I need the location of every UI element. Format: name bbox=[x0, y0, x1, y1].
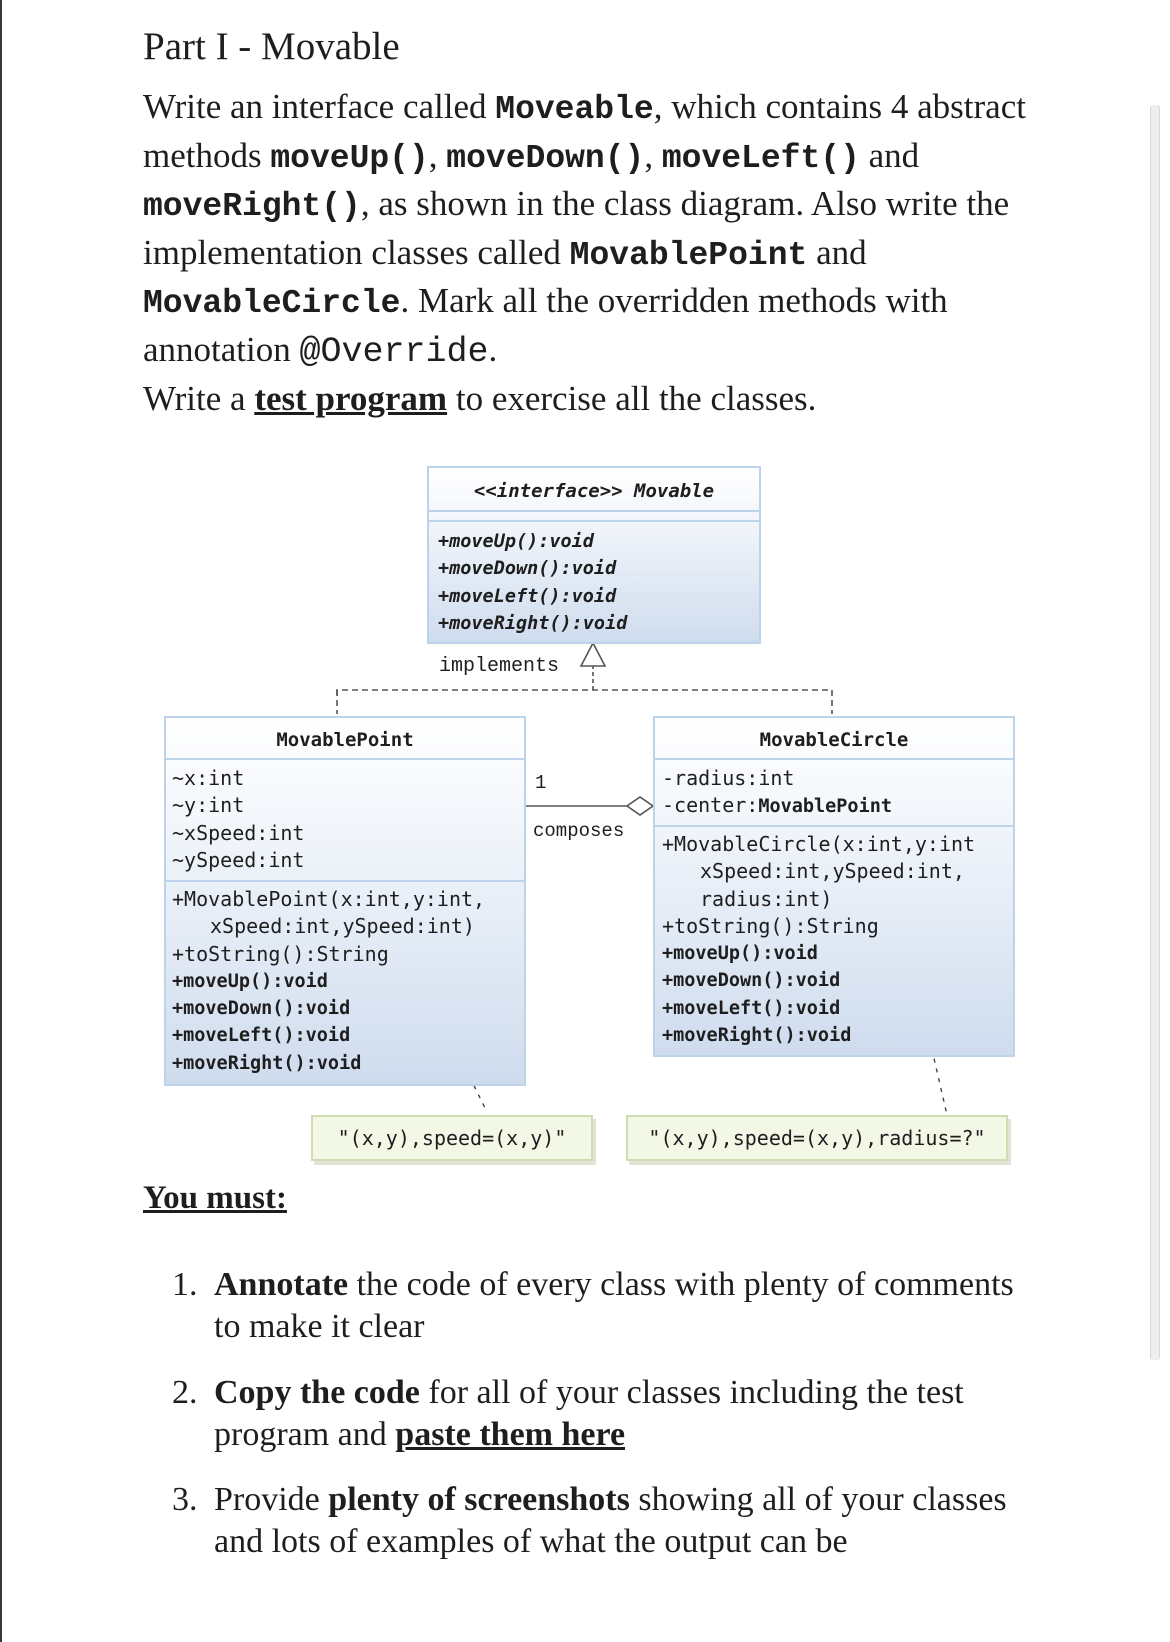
constructor-line: +MovablePoint(x:int,y:int, bbox=[172, 887, 486, 911]
method-name: moveLeft() bbox=[661, 139, 860, 177]
requirement-item bbox=[172, 1479, 1042, 1563]
test-line-text: to exercise all the classes. bbox=[447, 379, 817, 418]
method-item: +moveUp():void bbox=[662, 943, 818, 965]
field-item: -radius:int bbox=[662, 766, 795, 790]
field-item: ~y:int bbox=[172, 793, 245, 818]
item-bold: Copy the code bbox=[214, 1374, 420, 1411]
field-item bbox=[662, 792, 892, 820]
intro-text: and bbox=[859, 135, 920, 175]
composition-diamond bbox=[627, 797, 653, 815]
field-item: ~ySpeed:int bbox=[172, 847, 305, 872]
fields-section bbox=[172, 765, 304, 874]
method-item: +moveUp():void bbox=[438, 531, 594, 552]
divider bbox=[166, 880, 524, 882]
class-name: MovableCircle bbox=[143, 285, 401, 322]
method-item: +moveLeft():void bbox=[172, 1025, 351, 1047]
field-item: ~x:int bbox=[172, 766, 245, 790]
divider bbox=[655, 825, 1013, 827]
item-rest: the code of every class with plenty of comments to make it clear bbox=[214, 1266, 1014, 1345]
method-item: +moveLeft():void bbox=[438, 585, 617, 607]
method-item: +moveRight():void bbox=[172, 1052, 362, 1074]
field-item: ~xSpeed:int bbox=[172, 820, 305, 845]
class-title: MovableCircle bbox=[759, 729, 909, 751]
methods-section bbox=[172, 886, 485, 1077]
requirement-item bbox=[172, 1264, 1042, 1348]
tostring-note-point: "(x,y),speed=(x,y)" bbox=[311, 1115, 593, 1161]
item-bold: plenty of screenshots bbox=[328, 1481, 630, 1518]
method-name: moveDown() bbox=[446, 139, 645, 177]
movable-circle-box bbox=[653, 716, 1015, 1057]
item-number: 3. bbox=[172, 1481, 198, 1518]
item-mid: for all of your classes including the test program and bbox=[214, 1374, 964, 1453]
item-rest: showing all of your classes and lots of examples of what the output can be bbox=[214, 1481, 1007, 1560]
method-name: moveUp() bbox=[270, 139, 429, 177]
class-name: MovablePoint bbox=[569, 236, 808, 274]
method-item: +moveDown():void bbox=[172, 998, 351, 1020]
tostring-note-circle: "(x,y),speed=(x,y),radius=?" bbox=[626, 1115, 1008, 1161]
divider bbox=[655, 758, 1013, 760]
interface-box bbox=[427, 466, 761, 644]
composes-label: composes bbox=[533, 820, 625, 842]
method-item: +moveLeft():void bbox=[662, 997, 841, 1019]
annotation-text: @Override bbox=[299, 331, 489, 372]
movable-point-box bbox=[164, 716, 526, 1086]
constructor-line: xSpeed:int,ySpeed:int) bbox=[210, 914, 475, 939]
implements-label: implements bbox=[439, 655, 560, 678]
intro-text: , which contains 4 abstract methods bbox=[143, 87, 1026, 175]
page-title: Part I - Movable bbox=[143, 25, 400, 68]
method-item: +moveRight():void bbox=[438, 612, 628, 634]
item-text bbox=[214, 1264, 1042, 1348]
item-pre: Provide bbox=[214, 1481, 329, 1518]
divider bbox=[429, 510, 759, 512]
multiplicity-label: 1 bbox=[535, 772, 547, 794]
fields-section bbox=[662, 765, 892, 821]
implements-arrowhead bbox=[581, 643, 605, 666]
test-program-link[interactable]: test program bbox=[254, 379, 448, 418]
method-item: +moveUp():void bbox=[172, 970, 328, 992]
separator: , bbox=[428, 135, 447, 175]
item-text bbox=[214, 1372, 1042, 1456]
method-item: +moveRight():void bbox=[662, 1025, 852, 1047]
intro-text: and bbox=[807, 232, 867, 272]
item-number: 2. bbox=[172, 1374, 198, 1411]
test-line-text: Write a bbox=[143, 379, 255, 418]
constructor-line: +MovableCircle(x:int,y:int bbox=[662, 832, 976, 856]
must-heading: You must: bbox=[143, 1180, 287, 1216]
constructor-line: radius:int) bbox=[700, 886, 833, 911]
paste-link[interactable]: paste them here bbox=[395, 1416, 626, 1453]
interface-methods bbox=[438, 528, 627, 637]
intro-text: . bbox=[488, 329, 498, 369]
field-name: -center: bbox=[662, 793, 759, 818]
item-number: 1. bbox=[172, 1266, 198, 1303]
method-item: +moveDown():void bbox=[662, 970, 841, 992]
field-type: MovablePoint bbox=[758, 796, 892, 818]
implements-connector bbox=[337, 690, 832, 714]
method-name: moveRight() bbox=[143, 188, 361, 225]
divider bbox=[166, 758, 524, 760]
item-text bbox=[214, 1479, 1042, 1563]
tostring-method: +toString():String bbox=[662, 913, 879, 938]
requirement-item bbox=[172, 1372, 1042, 1456]
interface-title: <<interface>> Movable bbox=[473, 480, 715, 502]
intro-text: , as shown in the class diagram. Also write the implementation classes called bbox=[143, 184, 1010, 272]
intro-text: Write an interface called bbox=[143, 87, 496, 126]
item-bold: Annotate bbox=[214, 1266, 349, 1303]
interface-name: Moveable bbox=[495, 91, 654, 128]
tostring-method: +toString():String bbox=[172, 941, 389, 966]
constructor-line: xSpeed:int,ySpeed:int, bbox=[700, 859, 965, 884]
separator: , bbox=[644, 135, 662, 175]
intro-text: . Mark all the overridden methods with annotation bbox=[143, 281, 948, 369]
class-title: MovablePoint bbox=[276, 729, 414, 751]
divider bbox=[429, 520, 759, 522]
method-item: +moveDown():void bbox=[438, 558, 617, 580]
methods-section bbox=[662, 831, 975, 1049]
